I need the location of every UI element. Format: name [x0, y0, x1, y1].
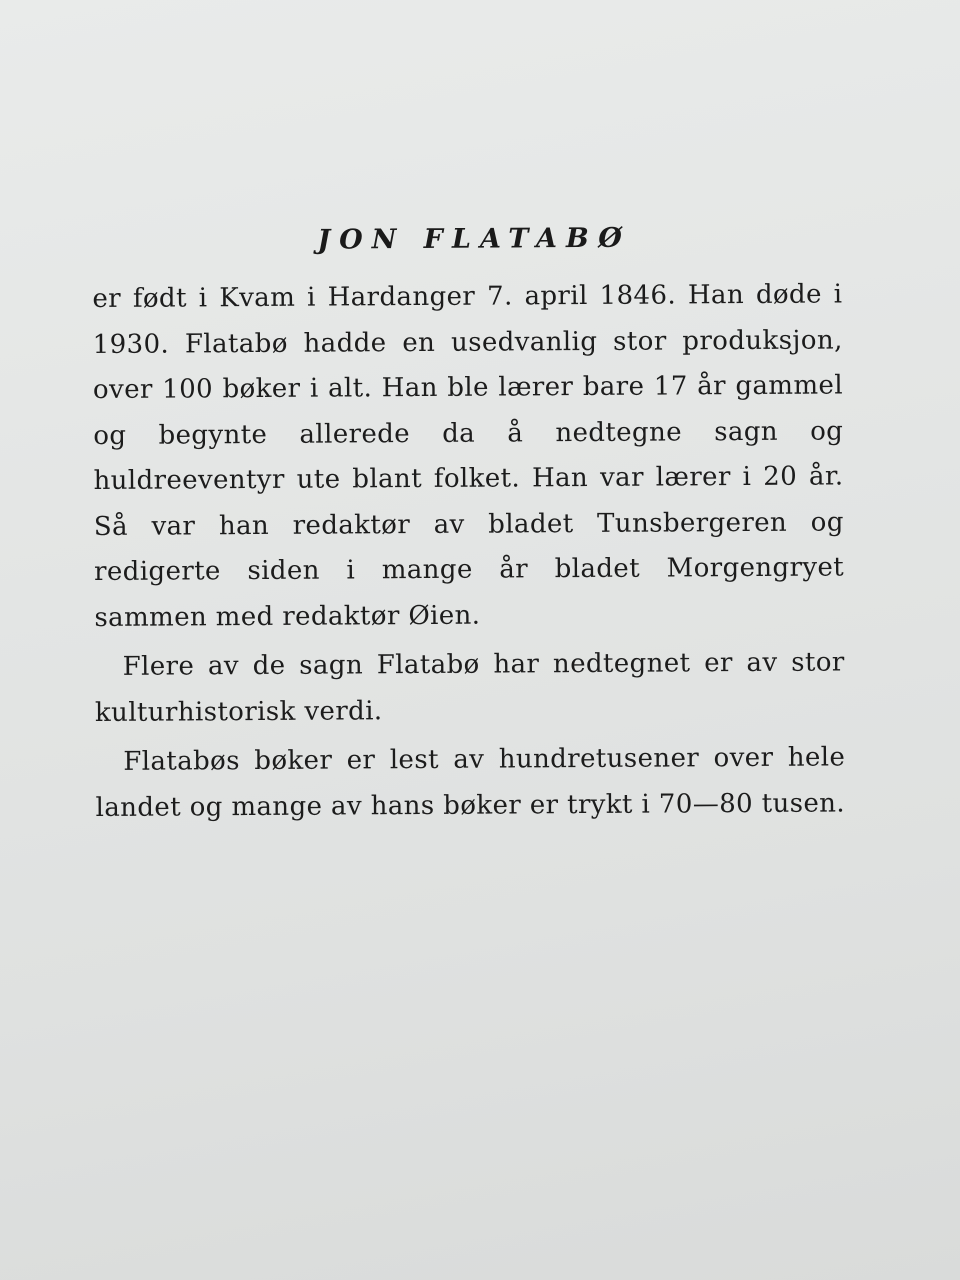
page-title: JON FLATABØ: [317, 222, 631, 256]
text-block: [92, 221, 846, 831]
paragraph-books: Flatabøs bøker er lest av hundretusener over hele landet og mange av hans bøker er trykt i 70—80 tusen.: [95, 742, 846, 823]
paragraph-biography: er født i Kvam i Hardanger 7. april 1846. Han døde i 1930. Flatabø hadde en usedvanlig stor produksjon, over 100 bøker i alt. Han ble lærer bare 17 år gammel og begynte allerede da å nedtegne sagn og huldreeventyr ute blant folket. Han var lærer i 20 år. Så var han redaktør av bladet Tunsbergeren og redigerte siden i mange år bladet Morgengryet sammen med redaktør Øien.: [92, 279, 845, 633]
paragraph-legends: Flere av de sagn Flatabø har nedtegnet er av stor kulturhistorisk verdi.: [94, 647, 845, 728]
